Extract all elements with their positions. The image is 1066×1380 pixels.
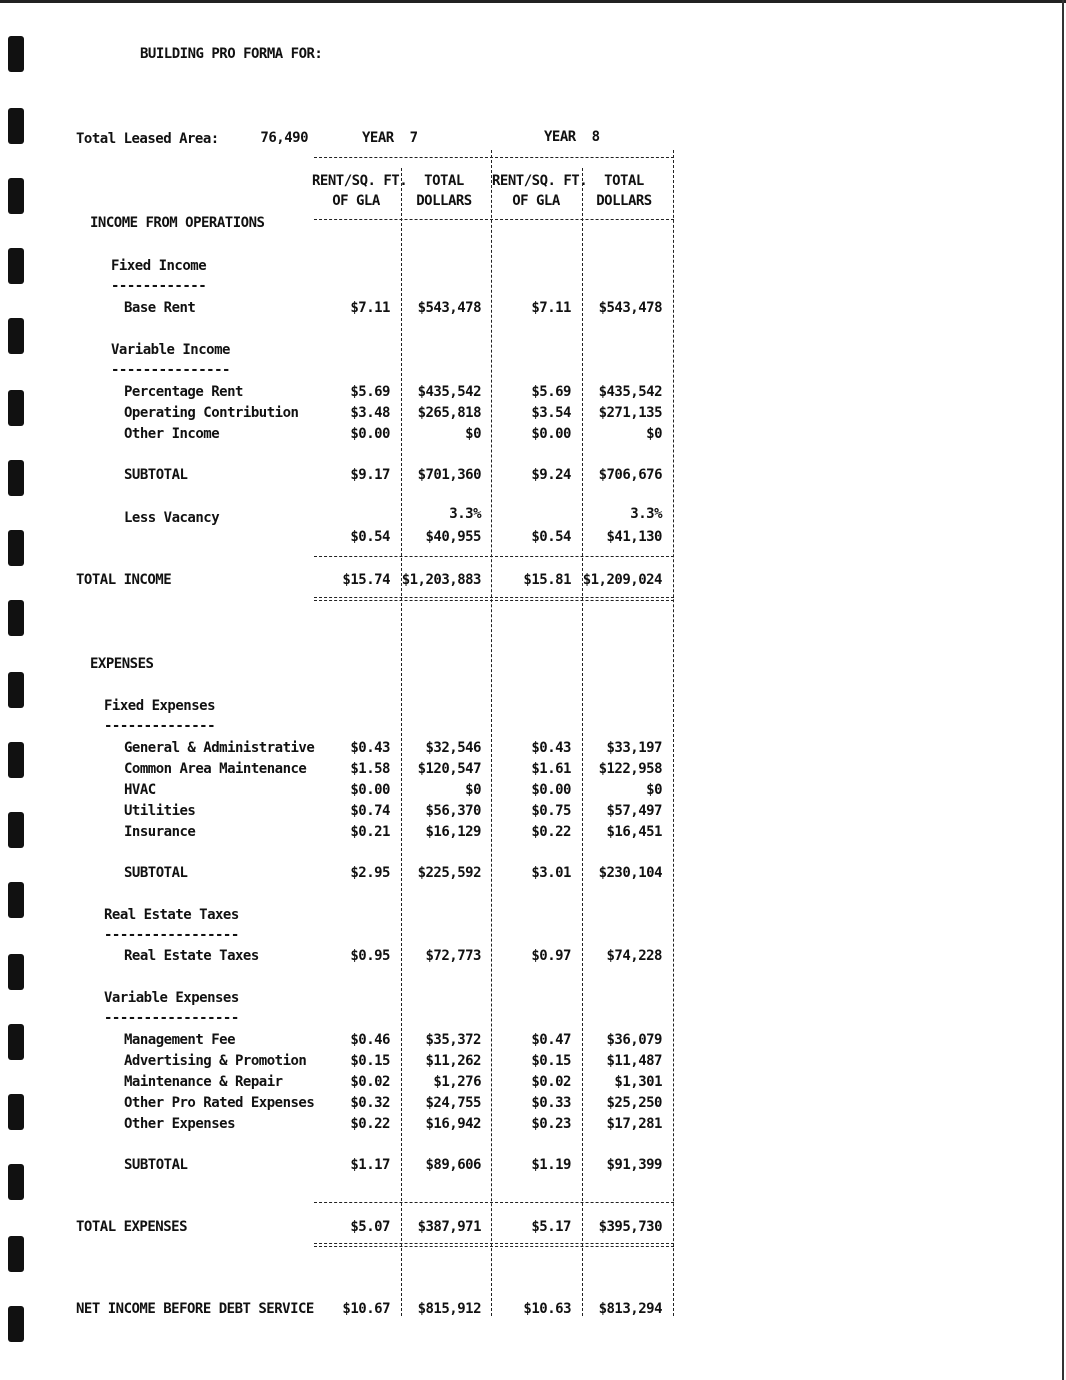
feed-hole: [8, 1164, 24, 1200]
row-label: TOTAL INCOME: [76, 572, 172, 588]
section-variable-expenses: Variable Expenses: [104, 990, 239, 1006]
row-value-col-2: $89,606: [425, 1157, 481, 1173]
row-value-col-3: $3.54: [531, 405, 571, 421]
total-income-double-rule: [314, 597, 674, 601]
row-value-col-2: $815,912: [417, 1301, 481, 1317]
section-fixed-income-underline: ------------: [111, 278, 207, 294]
row-value-col-2: $1,276: [433, 1074, 481, 1090]
row-value-col-2: $16,129: [425, 824, 481, 840]
row-value-col-2: $225,592: [417, 865, 481, 881]
row-value-col-1: $15.74: [342, 572, 390, 588]
row-label: Utilities: [124, 803, 196, 819]
row-value-col-4: $16,451: [606, 824, 662, 840]
col-rent-header-y7: RENT/SQ. FT.: [312, 173, 408, 189]
column-divider-4: [673, 150, 674, 1316]
col-total-header-y8: TOTAL: [604, 173, 644, 189]
row-value-col-1: $0.22: [350, 1116, 390, 1132]
row-value-col-1: $0.95: [350, 948, 390, 964]
row-value-col-3: $0.15: [531, 1053, 571, 1069]
row-value-col-1: $0.00: [350, 426, 390, 442]
row-value-col-4: $1,209,024: [582, 572, 662, 588]
section-expenses: EXPENSES: [90, 656, 154, 672]
row-value-col-1: $0.00: [350, 782, 390, 798]
section-income-operations: INCOME FROM OPERATIONS: [90, 215, 265, 231]
row-value-col-4: $813,294: [598, 1301, 662, 1317]
feed-hole: [8, 318, 24, 354]
row-label: Other Pro Rated Expenses: [124, 1095, 315, 1111]
header-bottom-rule: [314, 219, 674, 220]
section-real-estate-taxes-underline: -----------------: [104, 927, 239, 943]
row-value-col-1: $0.32: [350, 1095, 390, 1111]
header-top-rule: [314, 157, 674, 158]
feed-hole: [8, 600, 24, 636]
row-value-col-1: $1.17: [350, 1157, 390, 1173]
row-value-col-3: $0.00: [531, 426, 571, 442]
row-label: SUBTOTAL: [124, 467, 188, 483]
row-label: TOTAL EXPENSES: [76, 1219, 188, 1235]
leased-area-label: Total Leased Area:: [76, 131, 219, 147]
row-value-col-3: $0.33: [531, 1095, 571, 1111]
row-value-col-1: $0.21: [350, 824, 390, 840]
year-8-header: YEAR 8: [544, 129, 600, 145]
row-value-col-3: $0.02: [531, 1074, 571, 1090]
feed-hole: [8, 530, 24, 566]
row-value-col-4: $706,676: [598, 467, 662, 483]
row-label: Advertising & Promotion: [124, 1053, 307, 1069]
row-value-col-4: $122,958: [598, 761, 662, 777]
row-value-col-1: $3.48: [350, 405, 390, 421]
feed-hole: [8, 108, 24, 144]
column-divider-2: [491, 150, 492, 1316]
row-value-col-1: $0.54: [350, 529, 390, 545]
feed-hole: [8, 1236, 24, 1272]
feed-hole: [8, 390, 24, 426]
row-value-col-2: $387,971: [417, 1219, 481, 1235]
row-label: Operating Contribution: [124, 405, 299, 421]
row-value-col-1: $10.67: [342, 1301, 390, 1317]
row-value-col-4: $11,487: [606, 1053, 662, 1069]
row-label: Other Expenses: [124, 1116, 236, 1132]
col-total-header-y7: TOTAL: [424, 173, 464, 189]
row-value-col-3: $10.63: [523, 1301, 571, 1317]
row-value-col-4: $36,079: [606, 1032, 662, 1048]
row-value-col-2: $35,372: [425, 1032, 481, 1048]
document-title: BUILDING PRO FORMA FOR:: [140, 46, 323, 62]
section-real-estate-taxes: Real Estate Taxes: [104, 907, 239, 923]
total-expenses-double-rule: [314, 1243, 674, 1247]
row-value-col-1: $1.58: [350, 761, 390, 777]
row-value-col-3: $3.01: [531, 865, 571, 881]
row-value-col-4: $41,130: [606, 529, 662, 545]
row-value-col-1: $0.02: [350, 1074, 390, 1090]
row-value-col-1: $7.11: [350, 300, 390, 316]
row-value-col-3: $0.23: [531, 1116, 571, 1132]
row-value-col-3: $0.22: [531, 824, 571, 840]
row-label: SUBTOTAL: [124, 1157, 188, 1173]
row-value-col-4: $543,478: [598, 300, 662, 316]
section-variable-income-underline: ---------------: [111, 362, 230, 378]
row-value-col-2: $11,262: [425, 1053, 481, 1069]
feed-hole: [8, 882, 24, 918]
col-rent-sub-y8: OF GLA: [512, 193, 560, 209]
col-total-sub-y8: DOLLARS: [596, 193, 652, 209]
row-value-col-3: $5.17: [531, 1219, 571, 1235]
page-right-edge: [1062, 0, 1064, 1380]
row-label: Management Fee: [124, 1032, 236, 1048]
row-value-col-1: $0.74: [350, 803, 390, 819]
row-value-col-3: $9.24: [531, 467, 571, 483]
feed-hole: [8, 178, 24, 214]
leased-area-value: 76,490: [260, 130, 308, 146]
row-label: Real Estate Taxes: [124, 948, 259, 964]
row-value-col-4: $435,542: [598, 384, 662, 400]
row-value-col-4: $271,135: [598, 405, 662, 421]
row-value-col-2: $435,542: [417, 384, 481, 400]
row-value-col-1: $9.17: [350, 467, 390, 483]
row-value-col-4: $395,730: [598, 1219, 662, 1235]
row-label: Common Area Maintenance: [124, 761, 307, 777]
section-variable-income: Variable Income: [111, 342, 230, 358]
row-value-col-2: $72,773: [425, 948, 481, 964]
row-label: Percentage Rent: [124, 384, 243, 400]
row-value-col-4: $230,104: [598, 865, 662, 881]
feed-hole: [8, 672, 24, 708]
row-value-col-3: $5.69: [531, 384, 571, 400]
row-value-col-2: $24,755: [425, 1095, 481, 1111]
row-value-col-4: $57,497: [606, 803, 662, 819]
row-value-col-4: 3.3%: [630, 506, 662, 522]
row-value-col-3: $0.75: [531, 803, 571, 819]
page-top-edge: [0, 0, 1066, 3]
row-value-col-2: $16,942: [425, 1116, 481, 1132]
row-value-col-4: $0: [646, 426, 662, 442]
row-value-col-2: $40,955: [425, 529, 481, 545]
row-value-col-3: $7.11: [531, 300, 571, 316]
row-value-col-4: $33,197: [606, 740, 662, 756]
expenses-rule: [314, 1202, 674, 1203]
feed-hole: [8, 248, 24, 284]
row-value-col-1: $0.43: [350, 740, 390, 756]
row-value-col-3: $0.43: [531, 740, 571, 756]
row-value-col-1: $0.46: [350, 1032, 390, 1048]
section-fixed-expenses: Fixed Expenses: [104, 698, 216, 714]
row-value-col-2: $1,203,883: [401, 572, 481, 588]
section-fixed-expenses-underline: --------------: [104, 718, 216, 734]
feed-hole: [8, 1094, 24, 1130]
row-value-col-2: $0: [465, 782, 481, 798]
col-total-sub-y7: DOLLARS: [416, 193, 472, 209]
row-label: Maintenance & Repair: [124, 1074, 283, 1090]
row-label: SUBTOTAL: [124, 865, 188, 881]
row-value-col-4: $1,301: [614, 1074, 662, 1090]
row-value-col-4: $25,250: [606, 1095, 662, 1111]
row-value-col-1: $0.15: [350, 1053, 390, 1069]
row-value-col-3: $0.00: [531, 782, 571, 798]
col-rent-sub-y7: OF GLA: [332, 193, 380, 209]
row-value-col-3: $1.19: [531, 1157, 571, 1173]
feed-hole: [8, 812, 24, 848]
row-value-col-3: $0.54: [531, 529, 571, 545]
row-label: General & Administrative: [124, 740, 315, 756]
section-variable-expenses-underline: -----------------: [104, 1010, 239, 1026]
row-label: HVAC: [124, 782, 156, 798]
row-value-col-2: $701,360: [417, 467, 481, 483]
row-label: Less Vacancy: [124, 510, 220, 526]
row-value-col-3: $0.97: [531, 948, 571, 964]
row-label: NET INCOME BEFORE DEBT SERVICE: [76, 1301, 314, 1317]
row-value-col-2: 3.3%: [449, 506, 481, 522]
row-value-col-1: $5.07: [350, 1219, 390, 1235]
feed-hole: [8, 1024, 24, 1060]
feed-hole: [8, 36, 24, 72]
row-value-col-2: $56,370: [425, 803, 481, 819]
feed-hole: [8, 742, 24, 778]
year-7-header: YEAR 7: [362, 130, 418, 146]
row-value-col-3: $1.61: [531, 761, 571, 777]
income-rule: [314, 556, 674, 557]
row-value-col-2: $32,546: [425, 740, 481, 756]
row-label: Insurance: [124, 824, 196, 840]
row-value-col-4: $91,399: [606, 1157, 662, 1173]
row-value-col-3: $0.47: [531, 1032, 571, 1048]
row-label: Base Rent: [124, 300, 196, 316]
section-fixed-income: Fixed Income: [111, 258, 207, 274]
row-value-col-4: $74,228: [606, 948, 662, 964]
row-value-col-1: $2.95: [350, 865, 390, 881]
row-value-col-3: $15.81: [523, 572, 571, 588]
row-value-col-2: $120,547: [417, 761, 481, 777]
row-label: Other Income: [124, 426, 220, 442]
feed-hole: [8, 1306, 24, 1342]
feed-hole: [8, 954, 24, 990]
row-value-col-2: $0: [465, 426, 481, 442]
row-value-col-1: $5.69: [350, 384, 390, 400]
row-value-col-2: $543,478: [417, 300, 481, 316]
row-value-col-2: $265,818: [417, 405, 481, 421]
row-value-col-4: $0: [646, 782, 662, 798]
col-rent-header-y8: RENT/SQ. FT.: [492, 173, 588, 189]
row-value-col-4: $17,281: [606, 1116, 662, 1132]
feed-hole: [8, 460, 24, 496]
